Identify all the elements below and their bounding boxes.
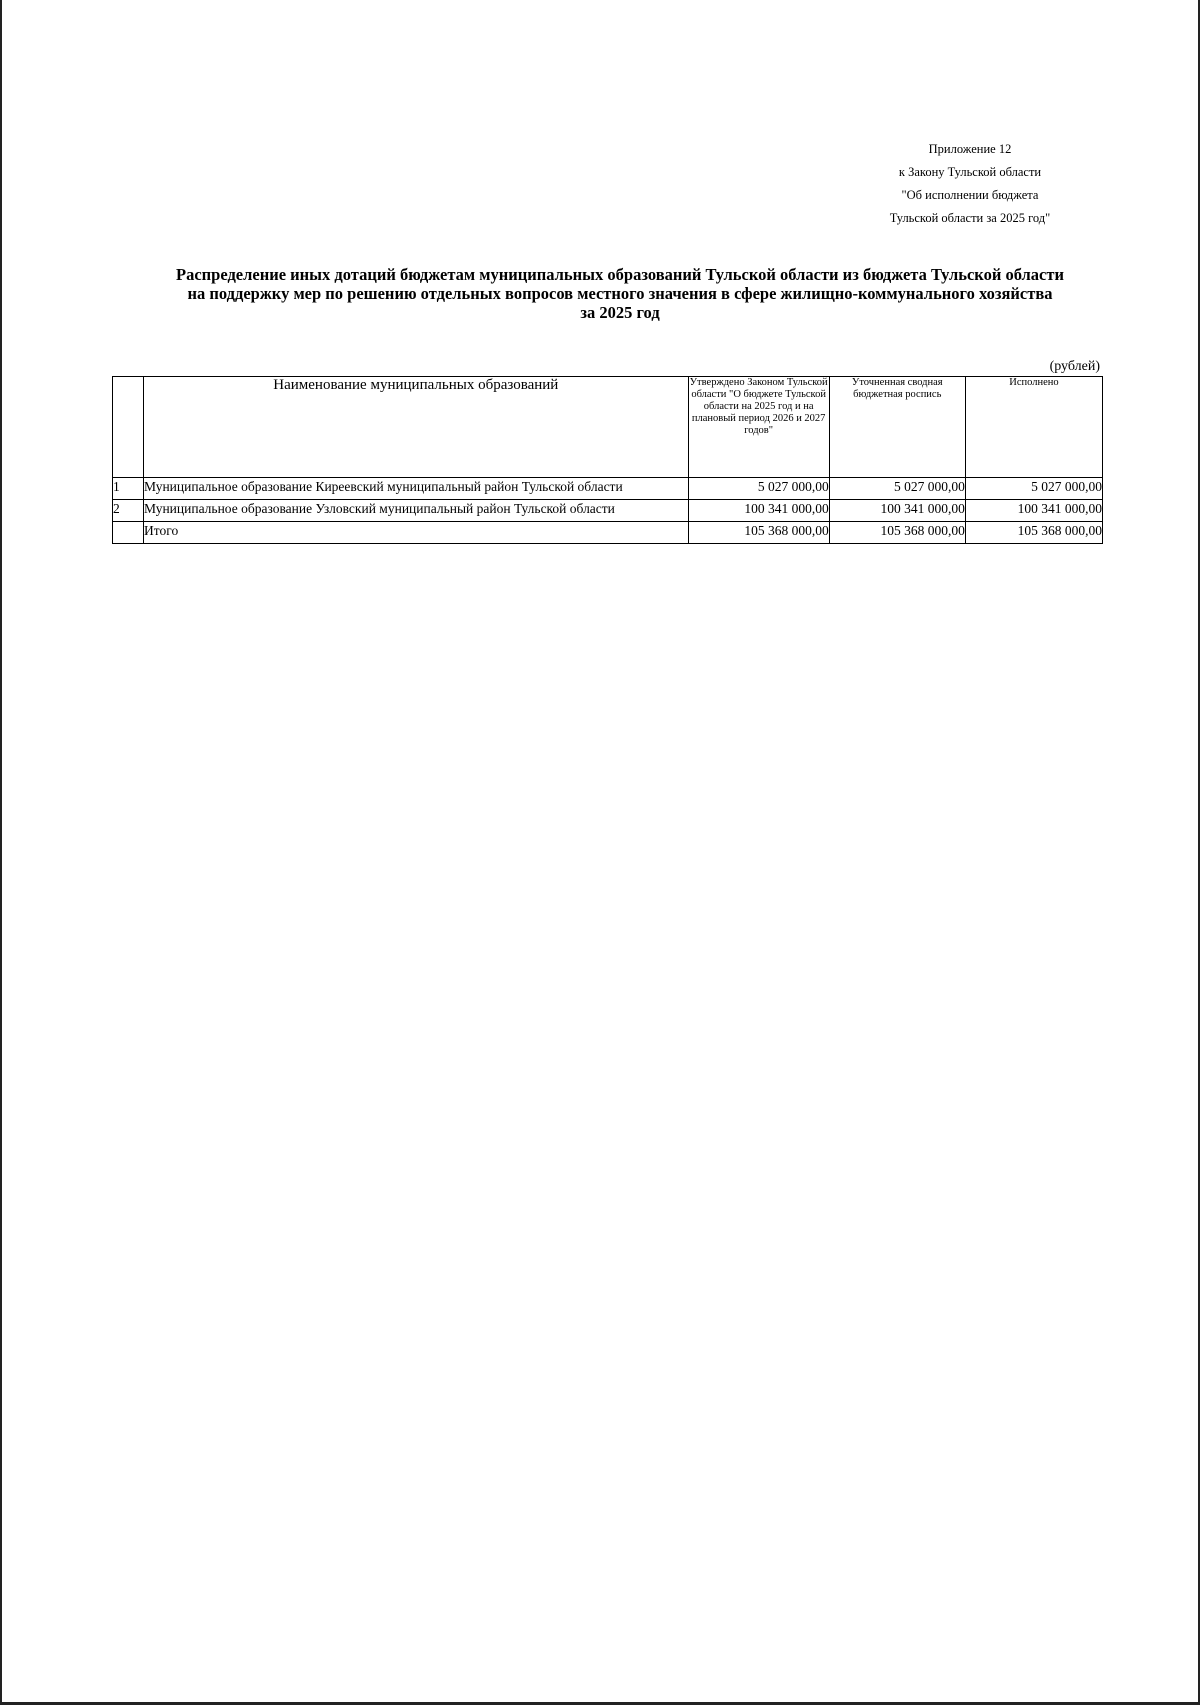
row-revised: 105 368 000,00 bbox=[829, 522, 965, 544]
appendix-line-2: к Закону Тульской области bbox=[898, 165, 1042, 179]
row-revised: 5 027 000,00 bbox=[829, 478, 965, 500]
row-approved: 100 341 000,00 bbox=[688, 500, 829, 522]
units-label: (рублей) bbox=[1049, 359, 1100, 374]
document-title bbox=[130, 265, 1110, 322]
row-executed: 105 368 000,00 bbox=[965, 522, 1102, 544]
appendix-line-3: "Об исполнении бюджета bbox=[901, 188, 1039, 202]
header-approved: Утверждено Законом Тульской области "О бюджете Тульской области на 2025 год и на плановый период 2026 и 2027 годов" bbox=[688, 377, 829, 478]
header-name: Наименование муниципальных образований bbox=[144, 377, 689, 478]
table-row bbox=[113, 500, 1103, 522]
appendix-line-1: Приложение 12 bbox=[928, 142, 1012, 156]
page-edge-left bbox=[0, 0, 2, 1705]
row-name: Итого bbox=[144, 522, 689, 544]
row-number: 2 bbox=[113, 500, 144, 522]
row-name: Муниципальное образование Узловский муниципальный район Тульской области bbox=[144, 500, 689, 522]
header-executed: Исполнено bbox=[965, 377, 1102, 478]
row-approved: 5 027 000,00 bbox=[688, 478, 829, 500]
title-line-1: Распределение иных дотаций бюджетам муниципальных образований Тульской области из бюджета Тульской области bbox=[176, 265, 1064, 284]
row-name: Муниципальное образование Киреевский муниципальный район Тульской области bbox=[144, 478, 689, 500]
row-revised: 100 341 000,00 bbox=[829, 500, 965, 522]
row-approved: 105 368 000,00 bbox=[688, 522, 829, 544]
appendix-note bbox=[760, 138, 1180, 230]
header-revised: Уточненная сводная бюджетная роспись bbox=[829, 377, 965, 478]
title-line-2: на поддержку мер по решению отдельных вопросов местного значения в сфере жилищно-коммунального хозяйства bbox=[187, 284, 1053, 303]
title-line-3: за 2025 год bbox=[580, 303, 660, 322]
header-num bbox=[113, 377, 144, 478]
row-number: 1 bbox=[113, 478, 144, 500]
row-number bbox=[113, 522, 144, 544]
row-executed: 5 027 000,00 bbox=[965, 478, 1102, 500]
table-row bbox=[113, 478, 1103, 500]
budget-table bbox=[112, 376, 1103, 544]
appendix-line-4: Тульской области за 2025 год" bbox=[889, 211, 1051, 225]
row-executed: 100 341 000,00 bbox=[965, 500, 1102, 522]
table-total-row bbox=[113, 522, 1103, 544]
table-header-row bbox=[113, 377, 1103, 478]
